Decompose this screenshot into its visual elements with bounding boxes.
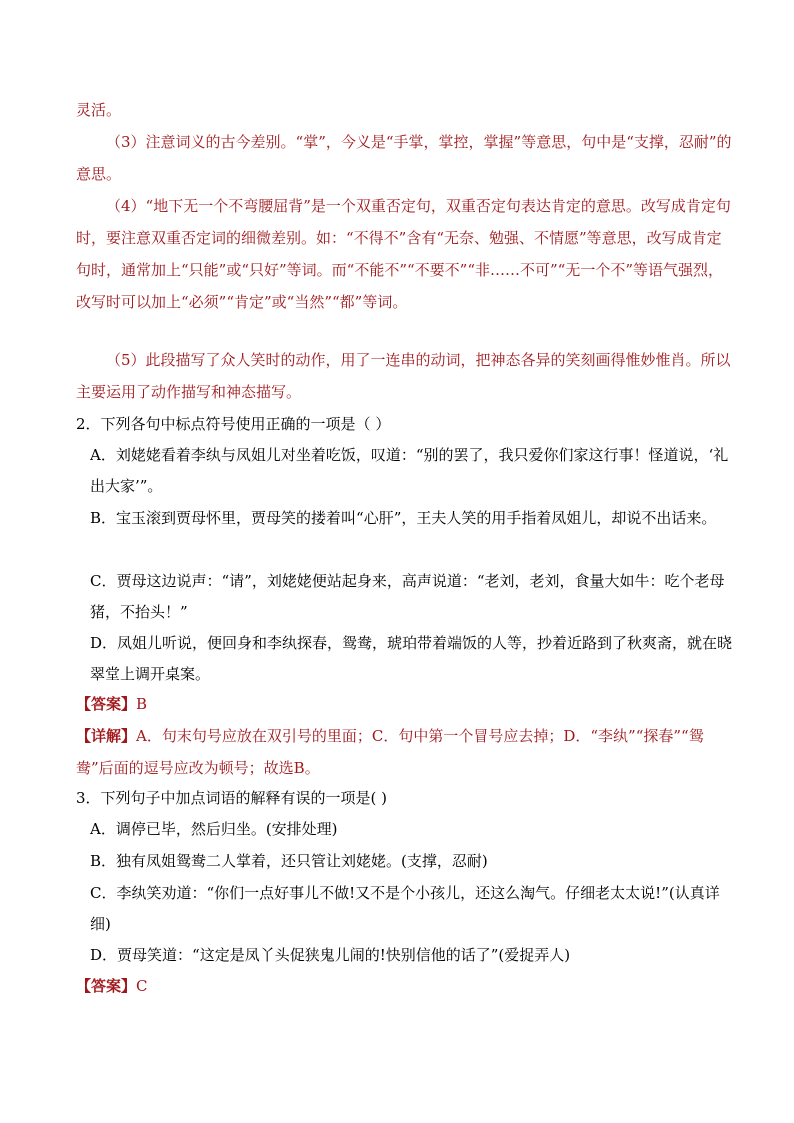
analysis-item-4: （4）“地下无一个不弯腰屈背”是一个双重否定句，双重否定句表达肯定的意思。改写成肯定句时，要注意双重否定词的细微差别。如：“不得不”含有“无奈、勉强、不情愿”等意思，改写成肯定句时，通常加上“只能”或“只好”等词。而“不能不”“不要不”“非……不可”“无一个不”等语气强烈，改写时可以加上“必须”“肯定”或“当然”“都”等词。 [76, 197, 731, 311]
question-3-option-b: B．独有凤姐鸳鸯二人掌着，还只管让刘姥姥。(支撑，忍耐) [90, 852, 488, 870]
question-2-option-a: A．刘姥姥看着李纨与凤姐儿对坐着吃饭，叹道：“别的罢了，我只爱你们家这行事！怪道说，‘礼出大家’”。 [90, 446, 729, 495]
question-2-option-b: B．宝玉滚到贾母怀里，贾母笑的搂着叫“心肝”，王夫人笑的用手指着凤姐儿，却说不出话来。 [90, 509, 717, 527]
question-3-option-c: C．李纨笑劝道：“你们一点好事儿不做!又不是个小孩儿，还这么淘气。仔细老太太说!”(认真详细) [90, 884, 720, 933]
question-3-option-d: D．贾母笑道：“这定是凤丫头促狭鬼儿闹的!快别信他的话了”(爱捉弄人) [90, 946, 571, 964]
question-2-option-d: D．凤姐儿听说，便回身和李纨探春，鸳鸯，琥珀带着端饭的人等，抄着近路到了秋爽斋，就在晓翠堂上调开桌案。 [90, 634, 733, 683]
analysis-line-continuation: 灵活。 [76, 101, 122, 119]
detail-label: 【详解】 [76, 727, 137, 745]
analysis-item-5: （5）此段描写了众人笑时的动作，用了一连串的动词，把神态各异的笑刻画得惟妙惟肖。所以主要运用了动作描写和神态描写。 [76, 351, 731, 401]
analysis-item-3: （3）注意词义的古今差别。“掌”，今义是“手掌，掌控，掌握”等意思，句中是“支撑，忍耐”的意思。 [76, 133, 732, 183]
detail-text: A．句末句号应放在双引号的里面；C．句中第一个冒号应去掉；D．“李纨”“探春”“鸳鸯”后面的逗号应改为顿号；故选B。 [76, 727, 704, 777]
question-2-option-c: C．贾母这边说声：“请”，刘姥姥便站起身来，高声说道：“老刘，老刘，食量大如牛：吃个老母猪，不抬头！” [90, 572, 725, 621]
question-3-option-a: A．调停已毕，然后归坐。(安排处理) [90, 820, 338, 838]
answer-value: C [136, 977, 148, 995]
answer-label: 【答案】 [76, 695, 137, 713]
question-2-stem: 2．下列各句中标点符号使用正确的一项是（ ） [76, 415, 391, 433]
answer-label: 【答案】 [76, 977, 137, 995]
answer-value: B [136, 695, 148, 713]
question-2-detail [76, 720, 736, 784]
question-3-answer [76, 970, 736, 1002]
question-3-stem: 3．下列句子中加点词语的解释有误的一项是( ) [76, 789, 388, 807]
question-2-answer [76, 688, 736, 720]
